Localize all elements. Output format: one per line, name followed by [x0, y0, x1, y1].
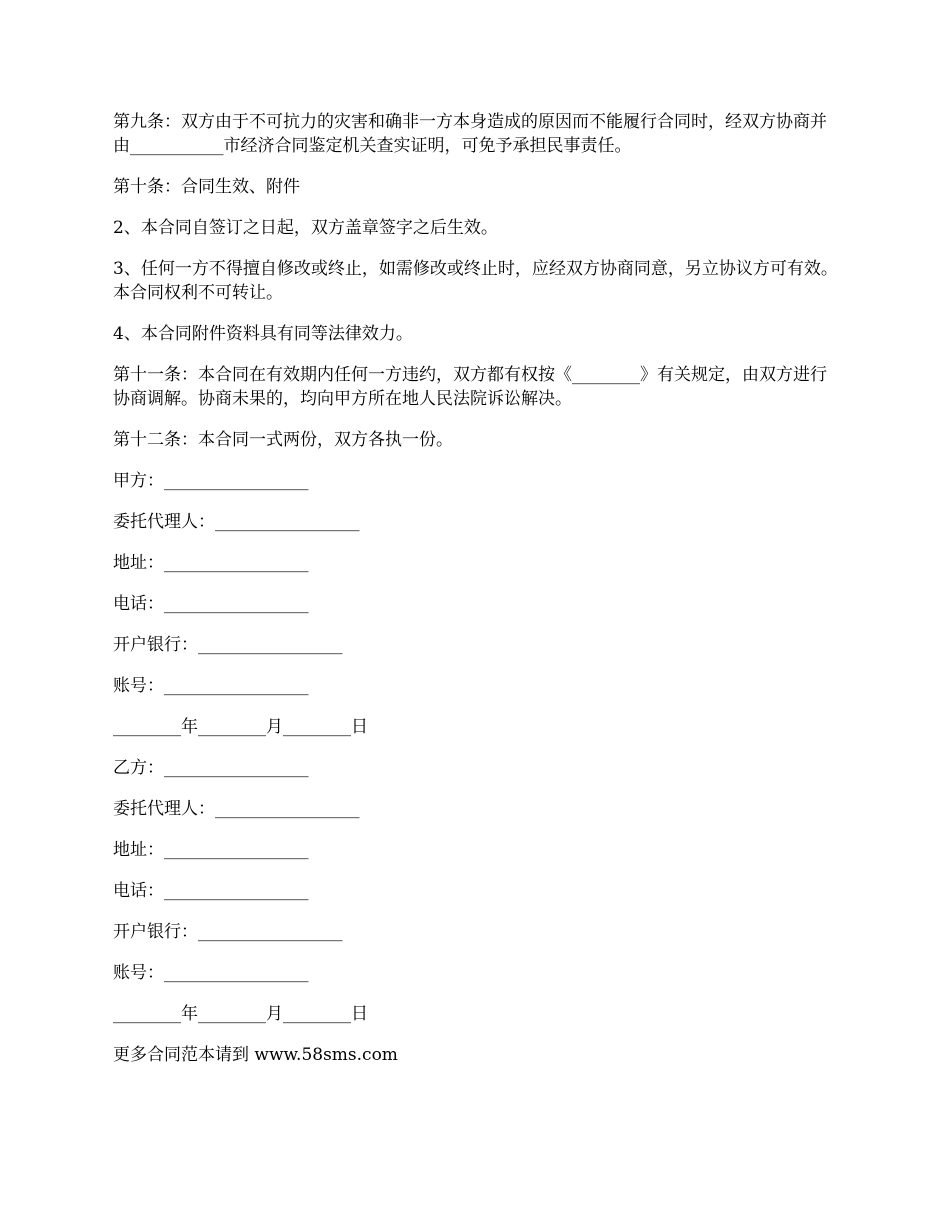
party-a-name-line: 甲方：_________________ — [113, 471, 309, 491]
party-a-agent-line: 委托代理人：_________________ — [113, 512, 360, 532]
clause-9: 第九条：双方由于不可抗力的灾害和确非一方本身造成的原因而不能履行合同时，经双方协商并由___________市经济合同鉴定机关查实证明，可免予承担民事责任。 — [113, 112, 827, 156]
document-body — [113, 110, 843, 1067]
clause-10-item-3: 3、任何一方不得擅自修改或终止，如需修改或终止时，应经双方协商同意，另立协议方可有效。本合同权利不可转让。 — [113, 259, 838, 303]
clause-12: 第十二条：本合同一式两份，双方各执一份。 — [113, 430, 453, 450]
clause-10-heading: 第十条：合同生效、附件 — [113, 177, 300, 197]
party-b-bank-line: 开户银行：_________________ — [113, 922, 343, 942]
clause-11: 第十一条：本合同在有效期内任何一方违约，双方都有权按《________》有关规定，由双方进行协商调解。协商未果的，均向甲方所在地人民法院诉讼解决。 — [113, 365, 827, 409]
clause-10-item-4: 4、本合同附件资料具有同等法律效力。 — [113, 324, 413, 344]
clause-10-item-2: 2、本合同自签订之日起，双方盖章签字之后生效。 — [113, 218, 498, 238]
party-b-date-line: ________年________月________日 — [113, 1004, 368, 1024]
party-b-phone-line: 电话：_________________ — [113, 881, 309, 901]
party-b-account-line: 账号：_________________ — [113, 963, 309, 983]
party-a-address-line: 地址：_________________ — [113, 553, 309, 573]
party-a-account-line: 账号：_________________ — [113, 676, 309, 696]
party-a-date-line: ________年________月________日 — [113, 717, 368, 737]
party-a-bank-line: 开户银行：_________________ — [113, 635, 343, 655]
footer-note: 更多合同范本请到 www.58sms.com — [113, 1045, 398, 1065]
party-a-phone-line: 电话：_________________ — [113, 594, 309, 614]
party-b-name-line: 乙方：_________________ — [113, 758, 309, 778]
party-b-agent-line: 委托代理人：_________________ — [113, 799, 360, 819]
party-b-address-line: 地址：_________________ — [113, 840, 309, 860]
